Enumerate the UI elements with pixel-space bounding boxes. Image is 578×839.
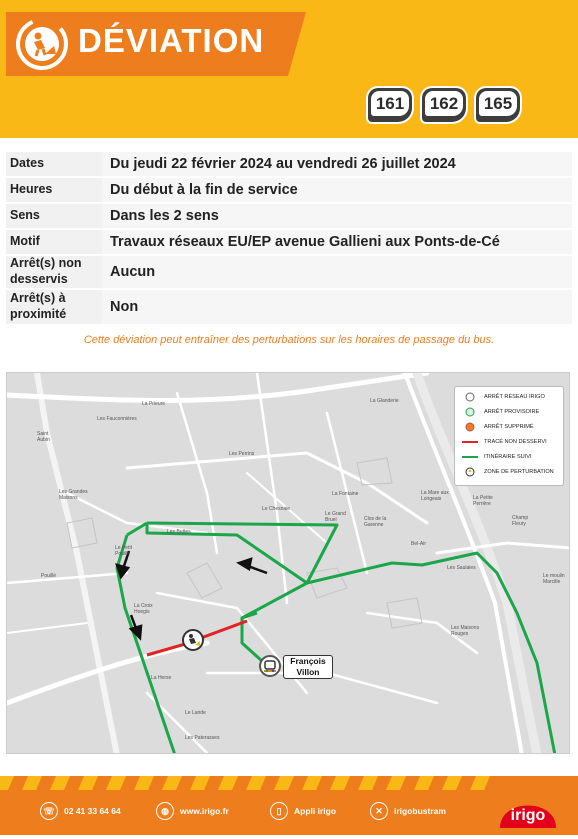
- worker-icon: [462, 467, 478, 476]
- info-table: [6, 152, 572, 326]
- legend-item: ITINÉRAIRE SUIVI: [462, 452, 532, 461]
- info-value: Du début à la fin de service: [102, 178, 572, 202]
- info-label: Heures: [10, 182, 53, 197]
- disruption-note: Cette déviation peut entraîner des perturbations sur les horaires de passage du bus.: [83, 334, 495, 346]
- place-label: Les Fauconnières: [97, 416, 137, 422]
- footer-stripes: [0, 776, 578, 790]
- place-label: Bel-Air: [411, 541, 427, 547]
- bus-stop-icon[interactable]: [259, 655, 281, 677]
- irigo-logo: [496, 788, 560, 834]
- place-label: Pouillé: [41, 573, 57, 579]
- roadwork-icon: [14, 16, 70, 72]
- place-label: Le Lande: [185, 710, 206, 716]
- legend-item: TRACÉ NON DESSERVI: [462, 437, 547, 446]
- line-badge-161: 161: [368, 88, 412, 122]
- place-label: Les Maisons Rouges: [451, 625, 480, 637]
- globe-icon: ◍: [156, 802, 174, 820]
- info-row-hours: [6, 178, 572, 202]
- place-label: La Herse: [151, 675, 172, 681]
- info-row-reason: [6, 230, 572, 254]
- place-label: Clos de la Garenne: [364, 516, 387, 528]
- temp-stop-icon: [462, 407, 478, 416]
- place-label: La Croix Hoegis: [134, 603, 153, 615]
- legend-item: ARRÊT RÉSEAU IRIGO: [462, 392, 545, 401]
- line-badge-165: 165: [476, 88, 520, 122]
- footer-social[interactable]: ✕ irigobustram: [370, 802, 446, 820]
- stop-name-label: François Villon: [283, 655, 333, 679]
- info-value: Dans les 2 sens: [102, 204, 572, 228]
- footer-website[interactable]: ◍ www.irigo.fr: [156, 802, 229, 820]
- map-legend: [454, 386, 564, 486]
- smartphone-icon: ▯: [270, 802, 288, 820]
- info-value: Du jeudi 22 février 2024 au vendredi 26 juillet 2024: [102, 152, 572, 176]
- info-value: Aucun: [102, 256, 572, 288]
- place-label: Les Grandes Maisons: [59, 489, 88, 501]
- place-label: Le Grand Bruel: [325, 511, 346, 523]
- place-label: Saint Aubin: [37, 431, 50, 443]
- info-label: Arrêt(s) non desservis: [10, 256, 82, 286]
- place-label: Le Chesnaie: [262, 506, 291, 512]
- info-label: Dates: [10, 156, 45, 171]
- place-label: La Glanderie: [370, 398, 399, 404]
- place-label: Les Perrins: [229, 451, 255, 457]
- red-line-icon: [462, 437, 478, 446]
- removed-stop-icon: [462, 422, 478, 431]
- page-title: DÉVIATION: [78, 22, 265, 59]
- legend-item: ZONE DE PERTURBATION: [462, 467, 554, 476]
- place-label: Le Petit Pouillé: [115, 545, 132, 557]
- info-row-dates: [6, 152, 572, 176]
- info-row-direction: [6, 204, 572, 228]
- footer-phone[interactable]: ☏ 02 41 33 64 64: [40, 802, 121, 820]
- bus-stop-icon: [462, 392, 478, 401]
- line-badge-162: 162: [422, 88, 466, 122]
- place-label: La Fontaine: [332, 491, 359, 497]
- info-value: Non: [102, 290, 572, 324]
- place-label: Les Saulaies: [447, 565, 476, 571]
- info-label: Arrêt(s) à proximité: [10, 291, 67, 321]
- info-label: Motif: [10, 234, 40, 249]
- info-value: Travaux réseaux EU/EP avenue Gallieni aux Ponts-de-Cé: [102, 230, 572, 254]
- info-label: Sens: [10, 208, 40, 223]
- place-label: La Petite Perrière: [473, 495, 493, 507]
- place-label: La Prieure: [142, 401, 166, 407]
- place-label: Le moulin Marcille: [543, 573, 565, 585]
- footer-app[interactable]: ▯ Appli irigo: [270, 802, 336, 820]
- info-row-nearby-stops: [6, 290, 572, 324]
- place-label: Les Buttes: [167, 529, 191, 535]
- disruption-zone-marker[interactable]: [182, 629, 204, 651]
- x-social-icon: ✕: [370, 802, 388, 820]
- header-stripes: [380, 10, 570, 66]
- place-label: Champ Fleury: [512, 515, 529, 527]
- green-line-icon: [462, 452, 478, 461]
- legend-item: ARRÊT SUPPRIMÉ: [462, 422, 534, 431]
- info-row-unserved-stops: [6, 256, 572, 288]
- place-label: Les Paterasses: [185, 735, 220, 741]
- place-label: La Mare aux Loirgeais: [421, 490, 449, 502]
- legend-item: ARRÊT PROVISOIRE: [462, 407, 539, 416]
- svg-text:irigo: irigo: [510, 807, 546, 824]
- phone-icon: ☏: [40, 802, 58, 820]
